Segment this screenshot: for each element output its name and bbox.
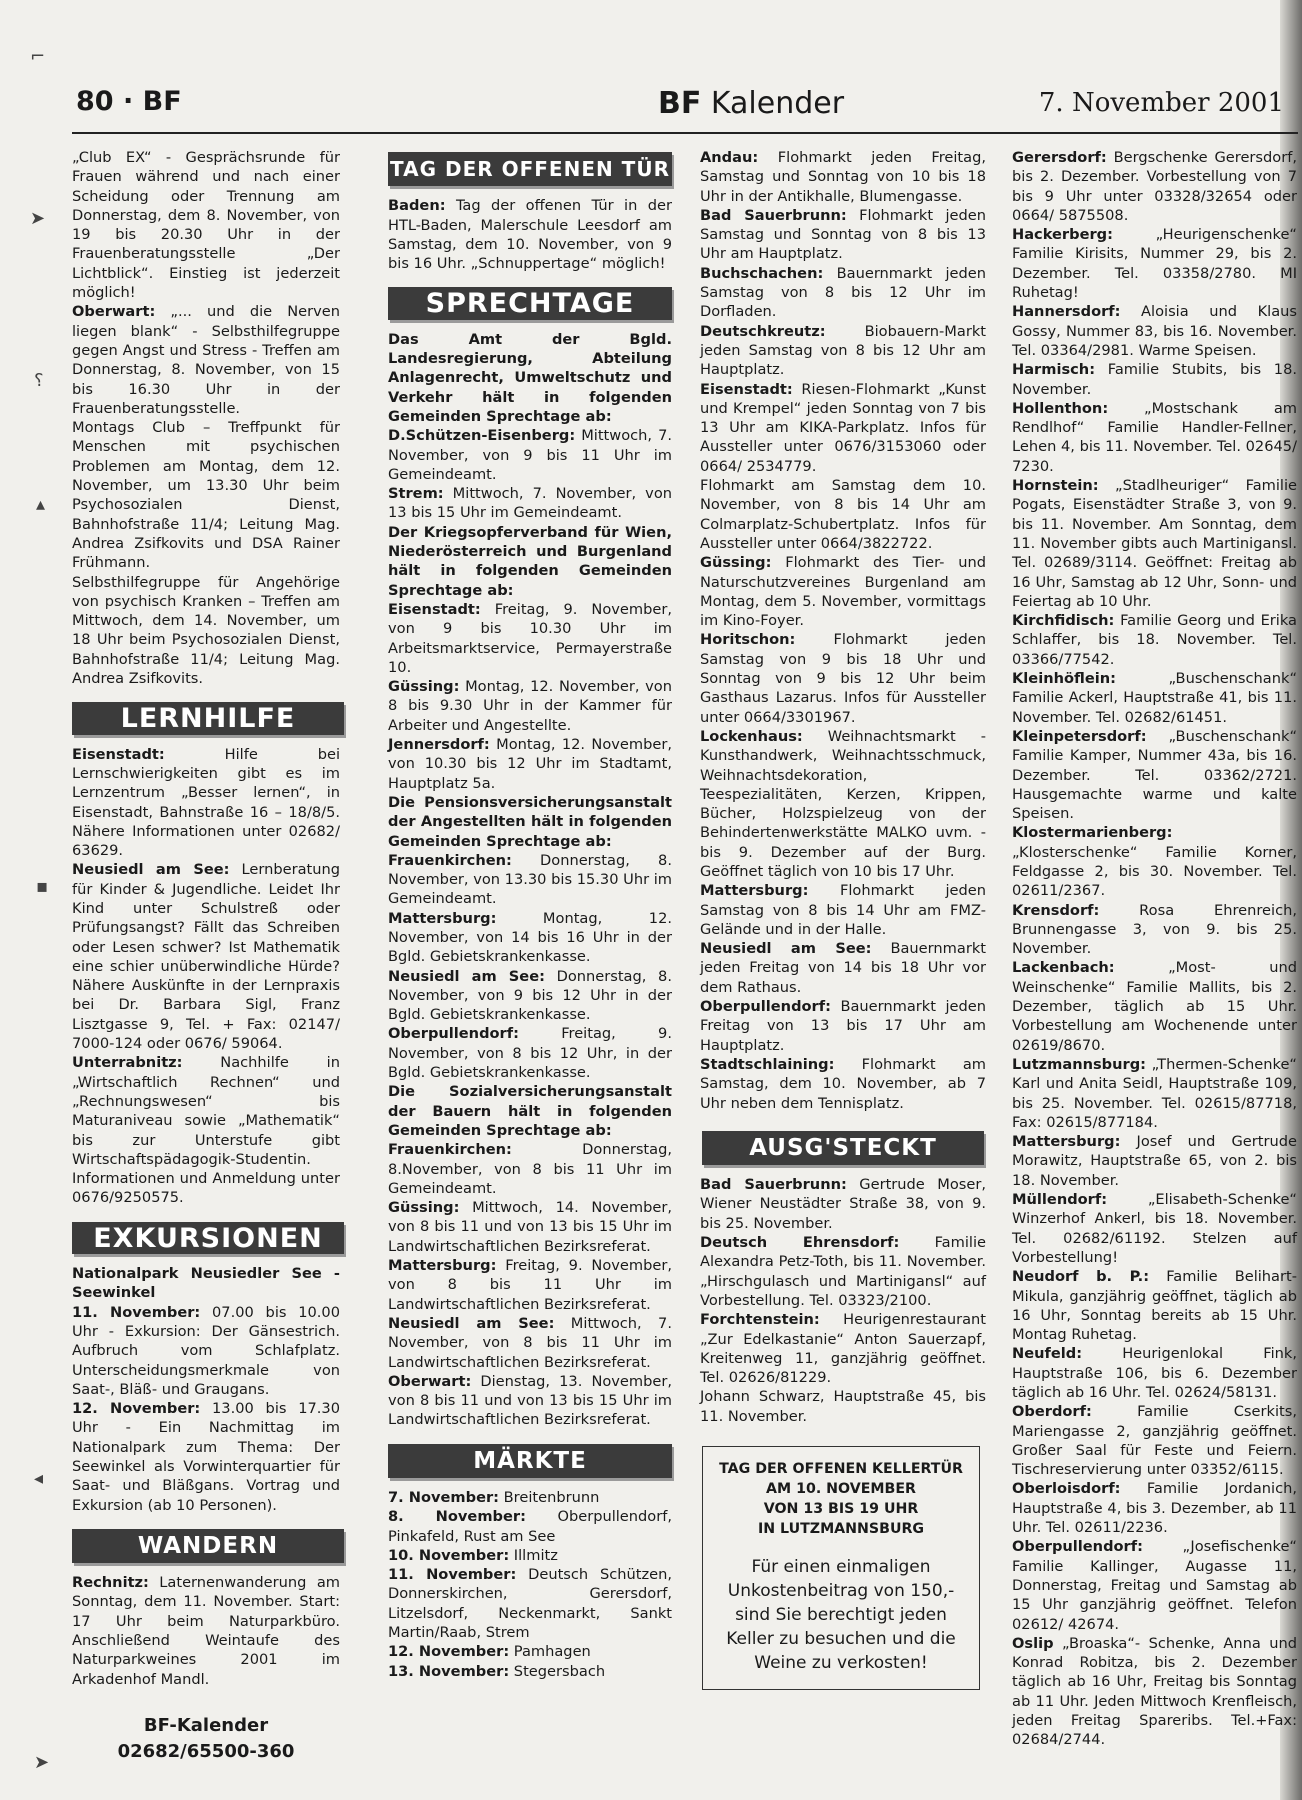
list-entry	[1012, 399, 1297, 476]
list-entry	[388, 1372, 672, 1430]
header-rule	[72, 132, 1298, 134]
list-entry	[1012, 1634, 1297, 1750]
entry-label: Mattersburg:	[388, 1257, 497, 1275]
entry-text: Mittwoch, 14. November, von 8 bis 11 und von 13 bis 15 Uhr im Landwirtschaftlichen Bezirksreferat.	[388, 1199, 672, 1255]
list-entry	[1012, 148, 1297, 225]
list-entry	[388, 1082, 672, 1140]
entry-label: D.Schützen-Eisenberg:	[388, 427, 576, 445]
column-4	[1012, 148, 1297, 1750]
list-entry	[700, 939, 986, 997]
entry-label: Güssing:	[700, 554, 772, 572]
list-entry	[388, 677, 672, 735]
list-entry	[388, 1507, 672, 1546]
list-entry	[1012, 1537, 1297, 1633]
entry-text: 13.00 bis 17.30 Uhr - Ein Nachmittag im Nationalpark zum Thema: Der Seewinkel als Vorwinterquartier für Saat- und Bläßgans. Vortrag und Exkursion (ab 10 Personen).	[72, 1400, 340, 1514]
entry-label: Hollenthon:	[1012, 399, 1109, 417]
entry-text: Montag, 12. November, von 14 bis 16 Uhr in der Bgld. Gebietskrankenkasse.	[388, 909, 672, 966]
entry-label: Deutschkreutz:	[700, 322, 826, 340]
entry-text: Mittwoch, 7. November, von 13 bis 15 Uhr im Gemeindeamt.	[388, 485, 672, 522]
entry-label: Neusiedl am See:	[700, 940, 872, 958]
entry-label: Die Sozialversicherungsanstalt der Bauern hält in folgenden Gemeinden Sprechtage ab:	[388, 1083, 672, 1139]
entry-text: Oberpullendorf, Pinkafeld, Rust am See	[388, 1508, 673, 1545]
list-entry	[72, 1573, 340, 1689]
list-entry	[700, 1233, 986, 1310]
entry-label: Güssing:	[388, 678, 460, 696]
entry-label: Frauenkirchen:	[388, 1141, 512, 1159]
list-entry	[700, 997, 986, 1055]
entry-text: Flohmarkt jeden Samstag von 8 bis 14 Uhr am FMZ-Gelände und in der Halle.	[700, 882, 986, 938]
entry-label: Harmisch:	[1012, 361, 1096, 379]
entry-text: Lernberatung für Kinder & Jugendliche. Leidet Ihr Kind unter Schulstreß oder Prüfungsangst? Fällt das Schreiben oder Lesen schwer? Ist Mathematik eine schier unüberwindliche Hürde? Nähere Auskünfte in der Lernpraxis bei Dr. Barbara Sigl, Franz Lisztgasse 9, Tel. + Fax: 02147/ 7000-124 oder 0676/ 59064.	[72, 861, 340, 1053]
entry-label: Jennersdorf:	[388, 736, 490, 754]
section-heading-wandern: WANDERN	[72, 1529, 344, 1563]
column-1	[72, 148, 340, 1765]
entry-label: Oberwart:	[388, 1372, 472, 1390]
list-entry	[700, 264, 986, 322]
list-entry	[1012, 727, 1297, 823]
contact-box	[72, 1713, 340, 1765]
list-entry	[388, 1198, 672, 1256]
list-entry	[700, 1310, 986, 1387]
list-entry	[388, 1314, 672, 1372]
list-entry	[72, 1053, 340, 1207]
list-entry	[700, 1387, 986, 1426]
entry-label: 8. November:	[388, 1508, 526, 1526]
entry-text: Freitag, 9. November, von 9 bis 10.30 Uhr im Arbeitsmarktservice, Permayerstraße 10.	[388, 600, 672, 676]
entry-label: Stadtschlaining:	[700, 1055, 835, 1073]
contact-phone: 02682/65500-360	[117, 1740, 295, 1762]
list-entry	[1012, 1479, 1297, 1537]
entry-label: Hannersdorf:	[1012, 303, 1121, 321]
contact-title: BF-Kalender	[143, 1714, 269, 1736]
entry-text: Donnerstag, 8.November, von 8 bis 11 Uhr im Gemeindeamt.	[388, 1141, 672, 1197]
entry-text: Familie Belihart-Mikula, ganzjährig geöffnet, täglich ab 16 Uhr, Sonntag bereits ab 15 Uhr. Montag Ruhetag.	[1012, 1268, 1297, 1344]
entry-text: „Josefischenke“ Familie Kallinger, Augasse 11, Donnerstag, Freitag und Samstag ab 15 Uhr ganzjährig geöffnet. Telefon 02612/ 42674.	[1012, 1538, 1297, 1633]
list-entry	[1012, 1402, 1297, 1479]
scan-mark-icon: ▪	[36, 876, 49, 897]
entry-text: Flohmarkt jeden Samstag und Sonntag von 8 bis 13 Uhr am Hauptplatz.	[700, 206, 987, 263]
list-entry	[388, 793, 672, 851]
entry-text: „Klosterschenke“ Familie Korner, Feldgasse 2, bis 30. November. Tel. 02611/2367.	[1012, 843, 1297, 900]
list-entry	[72, 1264, 340, 1303]
list-entry	[388, 196, 672, 273]
entry-label: Nationalpark Neusiedler See - Seewinkel	[72, 1265, 340, 1302]
entry-label: Neufeld:	[1012, 1345, 1083, 1363]
list-entry	[388, 909, 672, 967]
entry-label: Mattersburg:	[1012, 1133, 1121, 1151]
entry-label: 7. November:	[388, 1489, 500, 1506]
heurigen-list	[1012, 148, 1297, 1750]
column-3	[700, 148, 986, 1690]
entry-text: „Buschenschank“ Familie Kamper, Nummer 43a, bis 16. Dezember. Tel. 03362/2721. Hausgemachte warme und kalte Speisen.	[1012, 727, 1297, 823]
entry-label: Gerersdorf:	[1012, 149, 1107, 166]
entry-label: Neusiedl am See:	[388, 1314, 555, 1332]
entry-text: Johann Schwarz, Hauptstraße 45, bis 11. November.	[700, 1388, 986, 1425]
wandern-list	[72, 1573, 340, 1689]
entry-label: Bad Sauerbrunn:	[700, 1176, 847, 1194]
list-entry	[1012, 669, 1297, 727]
list-entry	[72, 573, 340, 689]
list-entry	[388, 523, 672, 600]
entry-label: 13. November:	[388, 1662, 510, 1680]
list-entry	[388, 1565, 672, 1642]
list-entry	[700, 727, 986, 881]
list-entry	[388, 1140, 672, 1198]
list-entry	[72, 745, 340, 861]
list-entry	[1012, 1190, 1297, 1267]
scan-mark-icon: ⸮	[34, 370, 44, 391]
entry-text: Familie Cserkits, Mariengasse 2, ganzjährig geöffnet. Großer Saal für Feste und Feiern. Tischreservierung unter 03352/6115.	[1012, 1403, 1297, 1479]
list-entry	[388, 1024, 672, 1082]
list-entry	[388, 851, 672, 909]
entry-text: Montag, 12. November, von 8 bis 9.30 Uhr in der Kammer für Arbeiter und Angestellte.	[388, 678, 672, 734]
list-entry	[72, 1399, 340, 1515]
entry-label: 10. November:	[388, 1546, 510, 1564]
entry-text: Flohmarkt des Tier- und Naturschutzvereines Burgenland am Montag, dem 5. November, vormittags im Kino-Foyer.	[700, 554, 986, 630]
entry-label: Eisenstadt:	[388, 600, 481, 618]
list-entry	[388, 484, 672, 523]
section-heading-maerkte: MÄRKTE	[388, 1444, 672, 1478]
promo-heading-line: AM 10. NOVEMBER	[766, 1481, 916, 1497]
list-entry	[700, 476, 986, 553]
entry-text: Familie Alexandra Petz-Toth, bis 11. November. „Hirschgulasch und Martinigansl“ auf Vorbestellung. Tel. 03323/2100.	[700, 1234, 986, 1309]
entry-label: Oberloisdorf:	[1012, 1480, 1121, 1498]
entry-label: Müllendorf:	[1012, 1191, 1108, 1209]
list-entry	[700, 1055, 986, 1113]
entry-text: Flohmarkt jeden Freitag, Samstag und Sonntag von 10 bis 18 Uhr in der Antikhalle, Blumengasse.	[700, 149, 986, 205]
entry-text: Mittwoch, 7. November, von 9 bis 11 Uhr im Gemeindeamt.	[388, 427, 672, 483]
list-entry	[72, 860, 340, 1053]
list-entry	[388, 967, 672, 1025]
list-entry	[72, 148, 340, 302]
entry-text: Familie Stubits, bis 18. November.	[1012, 361, 1297, 398]
ausgsteckt-list	[700, 1175, 986, 1426]
scan-mark-icon: ▴	[36, 494, 46, 515]
promo-heading-line: TAG DER OFFENEN KELLERTÜR	[719, 1461, 963, 1477]
entry-label: Oberdorf:	[1012, 1403, 1092, 1421]
scan-mark-icon: ⌐	[30, 46, 46, 67]
entry-label: Andau:	[700, 149, 759, 166]
entry-text: Rosa Ehrenreich, Brunnengasse 3, von 9. bis 25. November.	[1012, 901, 1297, 958]
entry-label: Unterrabnitz:	[72, 1054, 183, 1072]
list-entry	[700, 322, 986, 380]
entry-text: „Most- und Weinschenke“ Familie Mallits, bis 2. Dezember, täglich ab 15 Uhr. Vorbestellung am Wochenende unter 02619/8670.	[1012, 959, 1297, 1054]
entry-text: „Club EX“ - Gesprächsrunde für Frauen während und nach einer Scheidung oder Trennung am Donnerstag, dem 8. November, von 19 bis 20.30 Uhr in der Frauenberatungsstelle „Der Lichtblick“. Einstieg ist jederzeit möglich!	[72, 149, 340, 302]
entry-text: Donnerstag, 8. November, von 9 bis 12 Uhr in der Bgld. Gebietskrankenkasse.	[388, 967, 672, 1024]
entry-label: Eisenstadt:	[72, 745, 165, 763]
entry-text: „... und die Nerven liegen blank“ - Selbsthilfegruppe gegen Angst und Stress - Treffen am Donnerstag, 8. November, von 15 bis 16.30 Uhr in der Frauenberatungsstelle.	[72, 303, 340, 417]
entry-label: Krensdorf:	[1012, 901, 1100, 919]
entry-label: Bad Sauerbrunn:	[700, 206, 847, 224]
list-entry	[1012, 1344, 1297, 1402]
entry-text: „Stadlheuriger“ Familie Pogats, Eisenstädter Straße 3, von 9. bis 11. November. Am Sonntag, dem 11. November gibts auch Martinigansl. Tel. 02689/3114. Geöffnet: Freitag ab 16 Uhr, Samstag ab 12 Uhr, Sonn- und Feiertag ab 10 Uhr.	[1012, 477, 1297, 610]
entry-label: Mattersburg:	[700, 882, 809, 900]
list-entry	[72, 302, 340, 418]
brand-logo: BF	[658, 86, 702, 121]
list-entry	[700, 380, 986, 476]
entry-text: Laternenwanderung am Sonntag, dem 11. November. Start: 17 Uhr beim Naturparkbüro. Anschließend Weintaufe des Naturparkweines 2001 im Arkadenhof Mandl.	[72, 1574, 340, 1688]
list-entry	[388, 600, 672, 677]
entry-label: Deutsch Ehrensdorf:	[700, 1234, 900, 1252]
list-entry	[700, 630, 986, 726]
list-entry	[1012, 958, 1297, 1054]
maerkte-list	[388, 1488, 672, 1681]
entry-text: Deutsch Schützen, Donnerskirchen, Gerersdorf, Litzelsdorf, Neckenmarkt, Sankt Martin/Raab, Strem	[388, 1566, 672, 1642]
entry-label: Rechnitz:	[72, 1574, 149, 1592]
entry-text: Nachhilfe in „Wirtschaftlich Rechnen“ und „Rechnungswesen“ bis Maturaniveau sowie „Mathematik“ bis zur Unterstufe gibt Wirtschaftspädagogik-Studentin. Informationen und Anmeldung unter 0676/9250575.	[72, 1054, 340, 1207]
entry-label: Das Amt der Bgld. Landesregierung, Abteilung Anlagenrecht, Umweltschutz und Verkehr hält in folgenden Gemeinden Sprechtage ab:	[388, 330, 672, 425]
entry-text: Flohmarkt am Samstag dem 10. November, von 8 bis 14 Uhr am Colmarplatz-Schubertplatz. Infos für Aussteller unter 0664/3822722.	[700, 477, 986, 552]
entry-text: „Mostschank am Rendlhof“ Familie Handler-Fellner, Lehen 4, bis 11. November. Tel. 02645/ 7230.	[1012, 399, 1297, 475]
entry-text: Hilfe bei Lernschwierigkeiten gibt es im Lernzentrum „Besser lernen“, in Eisenstadt, Bahnstraße 16 – 18/8/5. Nähere Informationen unter 02682/ 63629.	[72, 745, 340, 860]
section-heading-offene-tuer: TAG DER OFFENEN TÜR	[388, 152, 672, 186]
list-entry	[1012, 901, 1297, 959]
entry-text: Heurigenrestaurant „Zur Edelkastanie“ Anton Sauerzapf, Kreitenweg 11, ganzjährig geöffnet. Tel. 02626/81229.	[700, 1311, 986, 1387]
list-entry	[388, 1546, 672, 1565]
scan-mark-icon: ◂	[34, 1468, 44, 1489]
entry-label: 11. November:	[72, 1303, 201, 1321]
list-entry	[1012, 225, 1297, 302]
entry-label: Lutzmannsburg:	[1012, 1055, 1146, 1073]
entry-label: Oberpullendorf:	[700, 998, 831, 1016]
entry-text: Bauernmarkt jeden Freitag von 13 bis 17 Uhr am Hauptplatz.	[700, 998, 986, 1054]
entry-text: Bauernmarkt jeden Freitag von 14 bis 18 Uhr vor dem Rathaus.	[700, 940, 986, 996]
promo-heading-line: IN LUTZMANNSBURG	[757, 1521, 925, 1537]
entry-text: Familie Jordanich, Hauptstraße 4, bis 3. Dezember, ab 11 Uhr. Tel. 02611/2236.	[1012, 1480, 1297, 1537]
entry-text: Bergschenke Gerersdorf, bis 2. Dezember. Vorbestellung von 7 bis 9 Uhr unter 03328/32654 oder 0664/ 5875508.	[1012, 149, 1297, 224]
entry-label: Oslip	[1012, 1634, 1054, 1652]
entry-label: Oberpullendorf:	[1012, 1538, 1143, 1556]
entry-text: „Buschenschank“ Familie Ackerl, Hauptstraße 41, bis 11. November. Tel. 02682/61451.	[1012, 670, 1297, 726]
entry-text: Riesen-Flohmarkt „Kunst und Krempel“ jeden Sonntag von 7 bis 13 Uhr am KIKA-Parkplatz. Infos für Aussteller unter 0676/3153060 oder 0664/ 2534779.	[700, 380, 986, 475]
entry-label: 11. November:	[388, 1566, 517, 1584]
entry-label: Oberwart:	[72, 303, 156, 321]
list-entry	[388, 1256, 672, 1314]
entry-label: 12. November:	[72, 1400, 201, 1418]
markets-list	[700, 148, 986, 1113]
entry-text: 07.00 bis 10.00 Uhr - Exkursion: Der Gänsestrich. Aufbruch vom Schlafplatz. Unterscheidungsmerkmale von Saat-, Bläß- und Graugans.	[72, 1303, 340, 1398]
entry-text: Biobauern-Markt jeden Samstag von 8 bis 12 Uhr am Hauptplatz.	[700, 322, 986, 379]
section-heading-lernhilfe: LERNHILFE	[72, 702, 344, 734]
list-entry	[1012, 1055, 1297, 1132]
entry-label: Mattersburg:	[388, 909, 497, 927]
entry-text: Montags Club – Treffpunkt für Menschen mit psychischen Problemen am Montag, dem 12. November, um 13.30 Uhr beim Psychosozialen Dienst, Bahnhofstraße 11/4; Leitung Mag. Andrea Zsifkovits und DSA Rainer Frühmann.	[72, 419, 340, 572]
list-entry	[72, 418, 340, 572]
entry-label: Neusiedl am See:	[388, 967, 545, 985]
entry-label: Buchschachen:	[700, 264, 824, 282]
promo-box	[702, 1446, 980, 1690]
intro-list	[72, 148, 340, 688]
entry-label: Eisenstadt:	[700, 380, 793, 398]
entry-text: Breitenbrunn	[499, 1489, 600, 1506]
entry-text: Flohmarkt am Samstag, dem 10. November, ab 7 Uhr neben dem Tennisplatz.	[700, 1055, 986, 1112]
section-title-text: Kalender	[710, 86, 845, 121]
entry-text: Weihnachtsmarkt - Kunsthandwerk, Weihnachtsschmuck, Weihnachtsdekoration, Teespezialitäten, Kerzen, Krippen, Bücher, Holzspielzeug von der Behindertenwerkstätte MALKO uvm. - bis 9. Dezember auf der Burg. Geöffnet täglich von 10 bis 17 Uhr.	[700, 727, 986, 880]
list-entry	[1012, 823, 1297, 900]
list-entry	[1012, 476, 1297, 611]
scan-mark-icon: ➤	[34, 1752, 50, 1773]
entry-text: Pamhagen	[509, 1643, 591, 1661]
list-entry	[700, 881, 986, 939]
entry-text: „Thermen-Schenke“ Karl und Anita Seidl, Hauptstraße 109, bis 25. November. Tel. 02615/87718, Fax: 02615/877184.	[1012, 1055, 1297, 1131]
entry-text: Mittwoch, 7. November, von 8 bis 11 Uhr im Landwirtschaftlichen Bezirksreferat.	[388, 1314, 672, 1371]
entry-label: Frauenkirchen:	[388, 851, 512, 869]
exkursionen-list	[72, 1264, 340, 1515]
entry-text: „Broaska“- Schenke, Anna und Konrad Robitza, bis 2. Dezember täglich ab 16 Uhr, Freitag bis Sonntag ab 11 Uhr. Jeden Mittwoch Krenfleisch, jeden Freitag Spareribs. Tel.+Fax: 02684/2744.	[1012, 1634, 1297, 1749]
entry-text: Donnerstag, 8. November, von 13.30 bis 15.30 Uhr im Gemeindeamt.	[388, 851, 672, 908]
section-heading-sprechtage: SPRECHTAGE	[388, 287, 672, 319]
list-entry	[1012, 1267, 1297, 1344]
sprechtage-list	[388, 330, 672, 1430]
entry-label: Lackenbach:	[1012, 959, 1115, 977]
list-entry	[388, 330, 672, 426]
entry-text: Gertrude Moser, Wiener Neustädter Straße 38, von 9. bis 25. November.	[700, 1176, 986, 1232]
entry-text: Flohmarkt jeden Samstag von 9 bis 18 Uhr und Sonntag von 9 bis 12 Uhr beim Gasthaus Lazarus. Infos für Aussteller unter 0664/3301967.	[700, 631, 986, 726]
list-entry	[700, 206, 986, 264]
entry-label: Hornstein:	[1012, 477, 1099, 495]
page-number: 80 · BF	[76, 86, 182, 117]
entry-label: Horitschon:	[700, 631, 796, 649]
entry-text: Dienstag, 13. November, von 8 bis 11 und von 13 bis 15 Uhr im Landwirtschaftlichen Bezirksreferat.	[388, 1372, 672, 1429]
entry-label: Die Pensionsversicherungsanstalt der Angestellten hält in folgenden Gemeinden Sprechtage ab:	[388, 793, 672, 850]
entry-text: Freitag, 9. November, von 8 bis 11 Uhr im Landwirtschaftlichen Bezirksreferat.	[388, 1257, 672, 1313]
list-entry	[72, 1303, 340, 1399]
entry-label: 12. November:	[388, 1643, 510, 1661]
entry-text: Illmitz	[509, 1546, 558, 1564]
issue-date: 7. November 2001	[1038, 88, 1284, 118]
list-entry	[1012, 611, 1297, 669]
entry-label: Neudorf b. P.:	[1012, 1268, 1150, 1286]
entry-text: Josef und Gertrude Morawitz, Hauptstraße 65, von 2. bis 18. November.	[1012, 1133, 1297, 1189]
entry-text: Montag, 12. November, von 10.30 bis 12 Uhr im Stadtamt, Hauptplatz 5a.	[388, 736, 672, 792]
section-heading-exkursionen: EXKURSIONEN	[72, 1222, 344, 1254]
entry-text: Tag der offenen Tür in der HTL-Baden, Malerschule Leesdorf am Samstag, dem 10. November, von 9 bis 16 Uhr. „Schnuppertage“ möglich!	[388, 197, 672, 273]
entry-text: Selbsthilfegruppe für Angehörige von psychisch Kranken – Treffen am Mittwoch, dem 14. November, um 18 Uhr beim Psychosozialen Dienst, Bahnhofstraße 11/4; Leitung Mag. Andrea Zsifkovits.	[72, 573, 340, 688]
promo-heading-line: VON 13 BIS 19 UHR	[763, 1501, 919, 1517]
entry-label: Neusiedl am See:	[72, 861, 230, 879]
entry-text: „Heurigenschenke“ Familie Kirisits, Nummer 29, bis 2. Dezember. Tel. 03358/2780. MI Ruhetag!	[1012, 226, 1297, 302]
list-entry	[700, 553, 986, 630]
entry-label: Forchtenstein:	[700, 1311, 820, 1329]
list-entry	[388, 1642, 672, 1661]
lernhilfe-list	[72, 745, 340, 1208]
entry-label: Klostermarienberg:	[1012, 824, 1173, 842]
list-entry	[388, 1662, 672, 1681]
list-entry	[700, 1175, 986, 1233]
page-header	[72, 86, 1290, 126]
entry-text: Heurigenlokal Fink, Hauptstraße 106, bis 6. Dezember täglich ab 16 Uhr. Tel. 02624/58131.	[1012, 1345, 1297, 1401]
list-entry	[1012, 360, 1297, 399]
entry-label: Güssing:	[388, 1199, 460, 1217]
section-title	[658, 86, 844, 121]
offene-tuer-list	[388, 196, 672, 273]
column-2	[388, 148, 672, 1681]
section-heading-ausgsteckt: AUSG'STECKT	[702, 1131, 984, 1165]
entry-label: Kleinhöflein:	[1012, 670, 1116, 688]
entry-label: Hackerberg:	[1012, 226, 1113, 244]
list-entry	[1012, 1132, 1297, 1190]
scan-mark-icon: ➤	[30, 208, 46, 229]
list-entry	[700, 148, 986, 206]
entry-label: Lockenhaus:	[700, 727, 803, 745]
entry-label: Strem:	[388, 485, 444, 503]
entry-text: „Elisabeth-Schenke“ Winzerhof Ankerl, bis 18. November. Tel. 02682/61192. Stelzen auf Vorbestellung!	[1012, 1191, 1297, 1266]
list-entry	[388, 735, 672, 793]
entry-text: Freitag, 9. November, von 8 bis 12 Uhr, in der Bgld. Gebietskrankenkasse.	[388, 1025, 672, 1082]
promo-body: Für einen einmaligen Unkostenbeitrag von 150,- sind Sie berechtigt jeden Keller zu besuchen und die Weine zu verkosten!	[726, 1557, 956, 1673]
entry-text: Stegersbach	[509, 1662, 606, 1680]
entry-label: Kleinpetersdorf:	[1012, 727, 1147, 745]
entry-text: Familie Georg und Erika Schlaffer, bis 18. November. Tel. 03366/77542.	[1012, 612, 1297, 668]
entry-text: Aloisia und Klaus Gossy, Nummer 83, bis 16. November. Tel. 03364/2981. Warme Speisen.	[1012, 303, 1297, 359]
entry-label: Baden:	[388, 197, 446, 215]
entry-label: Oberpullendorf:	[388, 1025, 519, 1043]
entry-text: Bauernmarkt jeden Samstag von 8 bis 12 Uhr im Dorfladen.	[700, 264, 986, 321]
list-entry	[1012, 302, 1297, 360]
entry-label: Der Kriegsopferverband für Wien, Niederösterreich und Burgenland hält in folgenden Gemeinden Sprechtage ab:	[388, 523, 672, 599]
list-entry	[388, 1488, 672, 1507]
entry-label: Kirchfidisch:	[1012, 612, 1115, 630]
list-entry	[388, 426, 672, 484]
